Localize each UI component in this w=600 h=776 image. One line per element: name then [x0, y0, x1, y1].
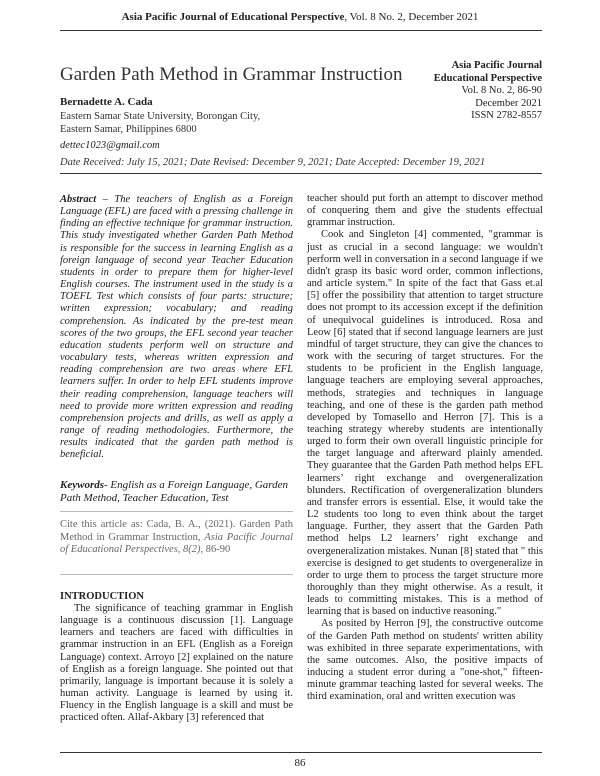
citation-journal: Asia Pacific Journal of Educational Perspectives, 8(2), — [60, 531, 293, 555]
right-paragraph-2: Cook and Singleton [4] commented, "grammar is just as crucial in a second language: we wouldn't perform well in conversation in a second language if we didn't grasp its basic word order, common inflections, and article system." In spite of the fact that Gass et.al [5] offer the possibility that attention to target structure does not prompt to its accession except if the definition of unequivocal guidelines is introduced. Rosa and Leow [6] stated that if second language learners are just mindful of target structure, they can give the chances to work with the securing of target structures. For the students to be proficient in the English language, language teachers are employing several approaches, methods, strategies and techniques in language teaching, and one of these is the garden path method developed by Tomasello and Herron [7]. This is a teaching strategy whereby students are intentionally urged to form their own overall linguistic principle for the target language and afterward plainly amended. They guarantee that the Garden Path method helps EFL learners’ right exchange and overgeneralization blunders. Rectification of overgeneralization blunders and transfer errors is essential. Else, it would take the L2 students too long to even think about the target language. Further, they assert that the Garden Path method helps L2 learners’ right exchange and overgeneralization mistakes. Nunan [8] stated that " this exercise is designed to get students to overgeneralize in order to urge them to process the target structure more thoroughly than they might otherwise. As a result, it leads to committing mistakes. This is a method of learning that is based on inductive reasoning." — [307, 229, 543, 618]
author-email: dettec1023@gmail.com — [60, 140, 160, 151]
header-rule — [60, 30, 542, 31]
keywords-label: Keywords — [60, 479, 104, 491]
citation-bottom-rule — [60, 574, 293, 575]
introduction-heading: INTRODUCTION — [60, 591, 145, 602]
affiliation-line1: Eastern Samar State University, Borongan City, — [60, 111, 261, 122]
introduction-paragraph: The significance of teaching grammar in English language is a continuous discussion [1]. Language learners and teachers are faced with difficulties in grammar instruction in an EFL (English as a Foreign Language) context. Arroyo [2] explained on the nature of English as a foreign language. She pointed out that primarily, language is important because it is solely a human activity. Language is learned by using it. Fluency in the English language is a skill and must be practiced often. Allaf-Akbary [3] referenced that — [60, 603, 293, 724]
abstract-text: – The teachers of English as a Foreign Language (EFL) are faced with a pressing challenge in finding an effective technique for grammar instruction. This study investigated whether Garden Path Method is responsible for the success in learning English as a foreign language of second year Teacher Education students in order to prepare them for higher-level English courses. The instrument used in the study is a TOEFL Test which consists of four parts: structure; written expression; vocabulary; and reading comprehension. As indicated by the pre-test mean scores of the two groups, the EFL second year teacher education students perform well on structure and vocabulary tests, whereas written expression and reading comprehension are two areas where EFL learners suffer. In order to help EFL students improve their reading comprehension, language teachers will need to provide more written expression and reading comprehension projects and drills, as well as apply a range of reading methodologies. Furthermore, the results indicated that the garden path method is beneficial. — [60, 194, 293, 461]
journal-name-line1: Asia Pacific Journal — [451, 60, 542, 71]
journal-info-box — [418, 60, 542, 123]
right-column — [307, 193, 543, 704]
author-name: Bernadette A. Cada — [60, 96, 153, 108]
author-affiliation — [60, 110, 300, 136]
keywords — [60, 479, 293, 505]
article-dates: Date Received: July 15, 2021; Date Revised: December 9, 2021; Date Accepted: December 19, 2021 — [60, 157, 486, 168]
citation-top-rule — [60, 511, 293, 512]
journal-volume: Vol. 8 No. 2, 86-90 — [461, 85, 542, 96]
right-paragraph-3: As posited by Herron [9], the constructive outcome of the Garden Path method on students' written ability was exhibited in three separate experimentations, with the same outcomes. Also, the positive impacts of inducing a student error during a "one-shot," fifteen-minute grammar teaching lasted for several weeks. The third examination, oral and written execution was — [307, 618, 543, 703]
running-head-issue: , Vol. 8 No. 2, December 2021 — [344, 11, 479, 23]
page-number: 86 — [294, 757, 306, 769]
journal-date: December 2021 — [475, 97, 542, 109]
footer-rule — [60, 752, 542, 753]
journal-name-line2: Educational Perspective — [433, 72, 542, 84]
right-paragraph-1: teacher should put forth an attempt to discover method of conquering them and give the students effectual grammar instruction. — [307, 193, 543, 229]
journal-issn: ISSN 2782-8557 — [471, 110, 542, 121]
citation-prefix: Cite this article as: Cada, B. A., (2021). Garden Path Method in Grammar Instruction, — [60, 519, 293, 543]
affiliation-line2: Eastern Samar, Philippines 6800 — [60, 124, 197, 135]
citation-pages: 86-90 — [203, 544, 231, 555]
running-head — [0, 11, 600, 23]
introduction-body — [60, 603, 293, 725]
running-head-journal: Asia Pacific Journal of Educational Perspective — [121, 11, 345, 23]
citation — [60, 519, 293, 557]
dates-rule — [60, 173, 542, 174]
abstract-label: Abstract — [60, 194, 97, 205]
article-title: Garden Path Method in Grammar Instruction — [60, 64, 403, 85]
abstract — [60, 194, 293, 461]
keywords-text: - English as a Foreign Language, Garden Path Method, Teacher Education, Test — [60, 479, 289, 504]
